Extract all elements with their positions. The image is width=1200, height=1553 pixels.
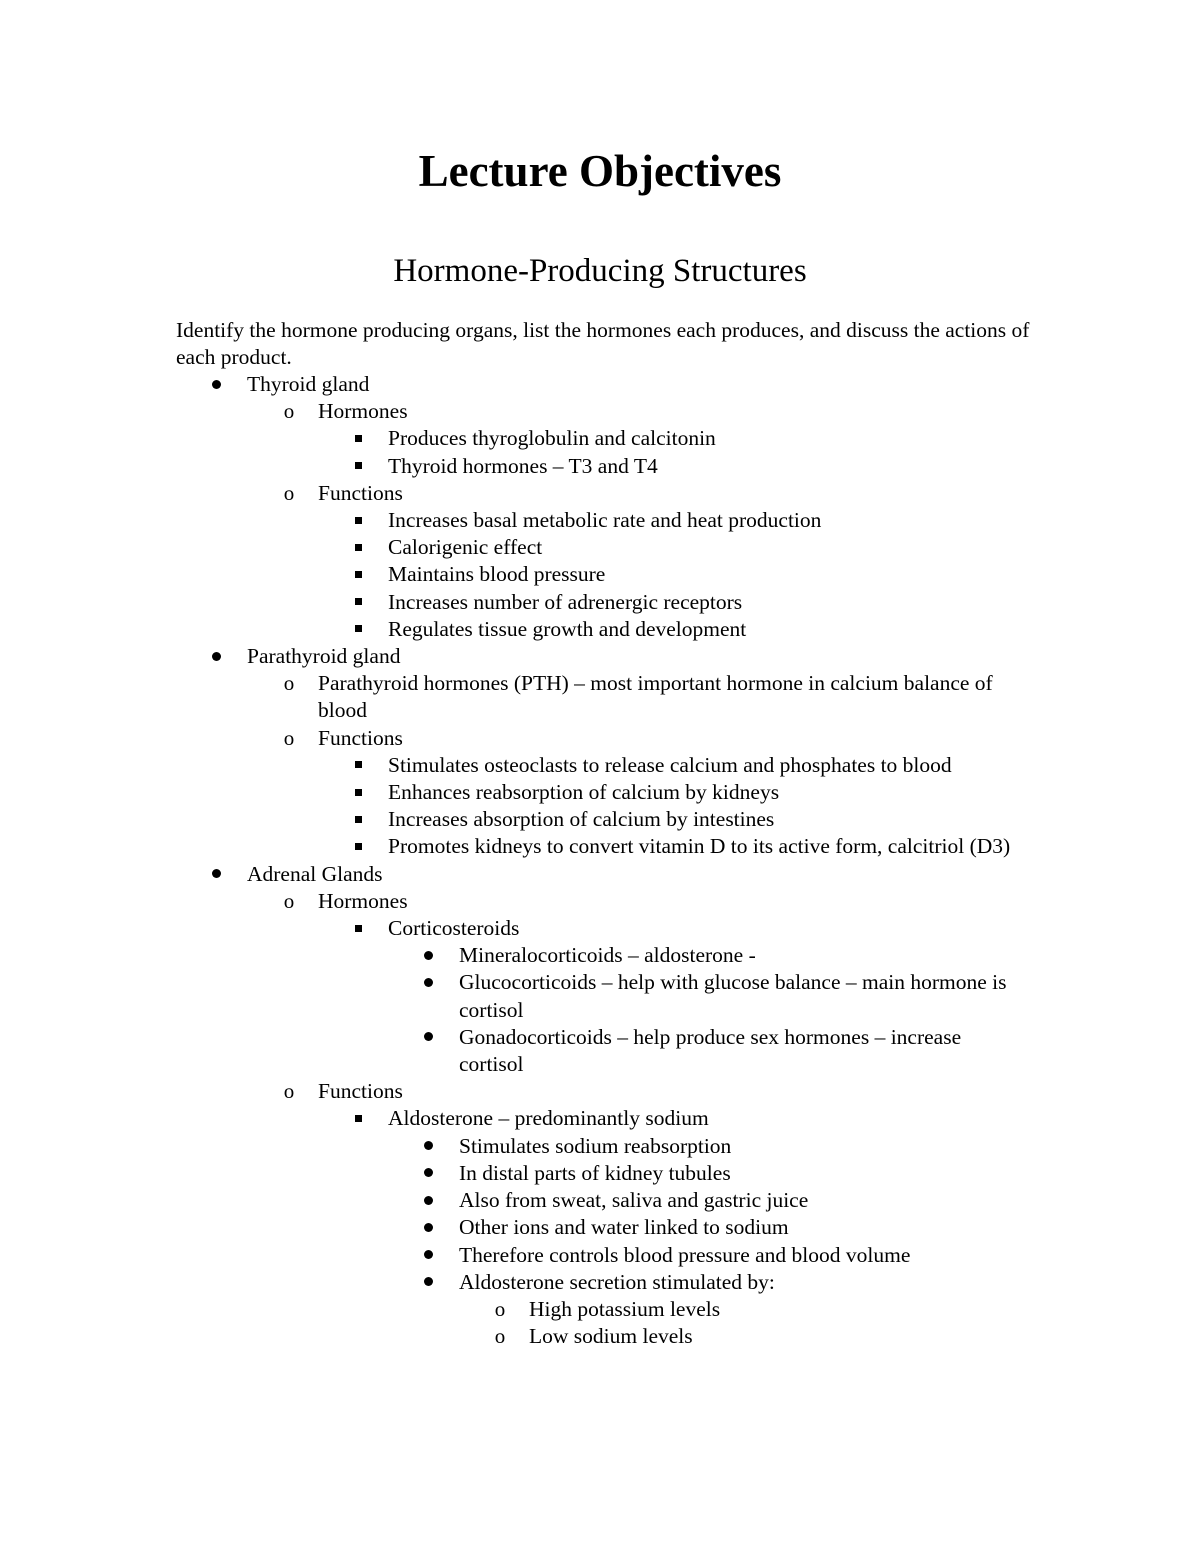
bullet-circle-icon: o (283, 888, 295, 913)
list-item-text: Thyroid hormones – T3 and T4 (388, 453, 658, 478)
list-item (0, 969, 1200, 1023)
bullet-dot-icon (418, 1133, 438, 1160)
list-item-text: Gonadocorticoids – help produce sex hormones – increase cortisol (459, 1024, 962, 1077)
bullet-square-icon (348, 425, 368, 452)
list-item (0, 752, 1200, 779)
list-item (0, 670, 1200, 724)
list-item-text: Parathyroid hormones (PTH) – most important hormone in calcium balance of blood (318, 671, 993, 723)
bullet-dot-icon (206, 371, 226, 398)
bullet-square-icon (348, 561, 368, 588)
list-item (0, 1160, 1200, 1187)
bullet-circle-icon: o (494, 1324, 506, 1349)
bullet-square-icon (348, 616, 368, 643)
bullet-dot-icon (418, 1160, 438, 1187)
list-item-text: Increases number of adrenergic receptors (388, 589, 743, 614)
list-item (0, 1133, 1200, 1160)
list-item-text: Hormones (318, 399, 408, 424)
bullet-circle-icon: o (283, 1079, 295, 1104)
section-heading: Hormone-Producing Structures (393, 253, 807, 289)
bullet-square-icon (348, 779, 368, 806)
list-item (0, 806, 1200, 833)
list-item (0, 534, 1200, 561)
bullet-circle-icon: o (283, 480, 295, 505)
list-item (0, 480, 1200, 507)
list-item (0, 453, 1200, 480)
list-item (0, 1078, 1200, 1105)
bullet-dot-icon (418, 942, 438, 969)
bullet-dot-icon (206, 861, 226, 888)
list-item-text: Aldosterone secretion stimulated by: (459, 1269, 775, 1294)
list-item-text: High potassium levels (529, 1296, 721, 1321)
list-item (0, 616, 1200, 643)
list-item (0, 507, 1200, 534)
intro-paragraph: Identify the hormone producing organs, list the hormones each produces, and discuss the actions of each product. (176, 318, 1030, 370)
list-item-text: Maintains blood pressure (388, 562, 606, 587)
list-item (0, 1296, 1200, 1323)
bullet-dot-icon (418, 1187, 438, 1214)
list-item (0, 589, 1200, 616)
objectives-list (0, 371, 1200, 1350)
list-item (0, 371, 1200, 398)
list-item-text: Functions (318, 480, 403, 505)
list-item-text: Increases absorption of calcium by intestines (388, 807, 775, 832)
bullet-circle-icon: o (283, 399, 295, 424)
list-item-text: Adrenal Glands (247, 861, 383, 886)
list-item-text: Enhances reabsorption of calcium by kidneys (388, 780, 780, 805)
list-item-text: In distal parts of kidney tubules (459, 1160, 731, 1185)
bullet-circle-icon: o (283, 671, 295, 696)
list-item (0, 861, 1200, 888)
bullet-dot-icon (418, 1269, 438, 1296)
list-item (0, 561, 1200, 588)
list-item-text: Stimulates osteoclasts to release calcium and phosphates to blood (388, 752, 952, 777)
list-item-text: Parathyroid gland (247, 644, 401, 669)
list-item-text: Stimulates sodium reabsorption (459, 1133, 732, 1158)
list-item (0, 915, 1200, 942)
list-item (0, 398, 1200, 425)
bullet-dot-icon (418, 969, 438, 996)
bullet-square-icon (348, 507, 368, 534)
list-item (0, 779, 1200, 806)
bullet-square-icon (348, 752, 368, 779)
bullet-square-icon (348, 833, 368, 860)
bullet-circle-icon: o (494, 1296, 506, 1321)
bullet-dot-icon (206, 643, 226, 670)
list-item (0, 1242, 1200, 1269)
bullet-square-icon (348, 453, 368, 480)
list-item-text: Promotes kidneys to convert vitamin D to its active form, calcitriol (D3) (388, 834, 1011, 859)
bullet-square-icon (348, 1105, 368, 1132)
list-item (0, 643, 1200, 670)
list-item (0, 1187, 1200, 1214)
list-item-text: Corticosteroids (388, 916, 520, 941)
list-item (0, 1323, 1200, 1350)
bullet-square-icon (348, 534, 368, 561)
list-item (0, 1214, 1200, 1241)
bullet-dot-icon (418, 1024, 438, 1051)
list-item-text: Low sodium levels (529, 1324, 693, 1349)
list-item-text: Therefore controls blood pressure and blood volume (459, 1242, 911, 1267)
list-item-text: Produces thyroglobulin and calcitonin (388, 426, 716, 451)
list-item-text: Functions (318, 725, 403, 750)
list-item-text: Also from sweat, saliva and gastric juice (459, 1188, 809, 1213)
page-title: Lecture Objectives (418, 146, 782, 196)
list-item-text: Hormones (318, 888, 408, 913)
list-item-text: Functions (318, 1079, 403, 1104)
bullet-square-icon (348, 915, 368, 942)
list-item-text: Glucocorticoids – help with glucose balance – main hormone is cortisol (459, 970, 1007, 1022)
bullet-square-icon (348, 589, 368, 616)
list-item-text: Other ions and water linked to sodium (459, 1215, 789, 1240)
list-item-text: Calorigenic effect (388, 535, 543, 560)
list-item (0, 1269, 1200, 1296)
list-item (0, 1024, 1200, 1078)
list-item (0, 425, 1200, 452)
bullet-dot-icon (418, 1214, 438, 1241)
list-item-text: Aldosterone – predominantly sodium (388, 1106, 709, 1131)
list-item (0, 942, 1200, 969)
list-item-text: Thyroid gland (247, 372, 370, 396)
list-item-text: Mineralocorticoids – aldosterone - (459, 943, 756, 968)
list-item (0, 1105, 1200, 1132)
list-item-text: Regulates tissue growth and development (388, 616, 747, 641)
list-item (0, 725, 1200, 752)
bullet-square-icon (348, 806, 368, 833)
list-item (0, 888, 1200, 915)
bullet-circle-icon: o (283, 725, 295, 750)
bullet-dot-icon (418, 1242, 438, 1269)
list-item-text: Increases basal metabolic rate and heat production (388, 508, 822, 533)
list-item (0, 833, 1200, 860)
